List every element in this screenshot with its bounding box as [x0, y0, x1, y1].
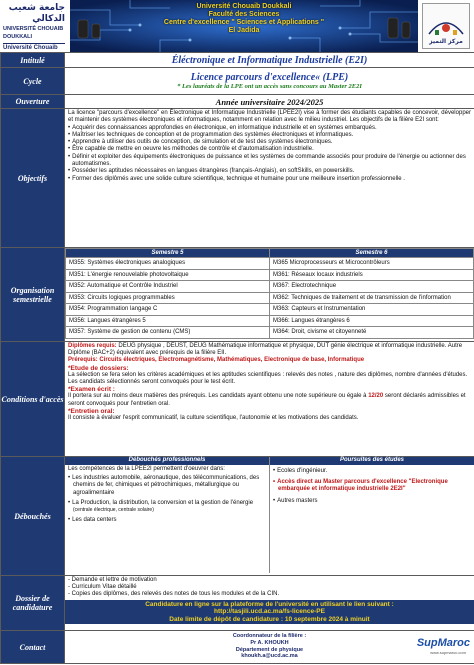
objectif-item: • Être capable de mettre en oeuvre les méthodes de contrôle et d'automatisation industrielle.	[68, 146, 471, 153]
etude-title: *Etude de dossiers:	[68, 364, 129, 372]
module-s5: M352: Automatique et Contrôle Industriel	[66, 281, 270, 293]
centre-logo-emblem-icon	[427, 18, 465, 36]
cycle-cell	[65, 68, 474, 95]
label-cycle: Cycle	[1, 68, 65, 95]
university-name-short: Université Chouaib	[3, 43, 65, 60]
objectif-item: • Apprendre à utiliser des outils de conception, de simulation et de test des systèmes électroniques.	[68, 139, 471, 146]
diplomes-requis	[68, 343, 471, 357]
etude-text: La sélection se fera selon les critères académiques et les aptitudes scientifiques : relevés des notes , nature des diplômes, nombre d'années d'études. Les candidats sélectionnés seront convoqués pour le test écrit.	[68, 371, 468, 386]
debouches-pro-header: Débouchés professionnels	[65, 457, 270, 465]
dossier-item: - Copies des diplômes, des relevés des notes de tous les modules et de la CIN.	[68, 591, 280, 598]
cycle-note: * Les lauréats de la LPE ont un accès sans concours au Master 2E2I	[177, 83, 362, 90]
banner-line-2: Faculté des Sciences	[208, 11, 280, 18]
row-contact	[1, 631, 474, 664]
examen-text-part: seront déclarés admissibles et seront convoqués pour l'entretien oral.	[68, 393, 466, 407]
objectif-item: • Maîtriser les techniques de conception et de programmation des systèmes électroniques et informatiques.	[68, 132, 471, 139]
cycle-value: Licence parcours d'excellence« (LPE)	[190, 72, 349, 83]
centre-excellence-logo	[422, 3, 470, 49]
prerequis: Prérequis: Circuits électriques, Electromagnétisme, Mathématiques, Electronique de base, Informatique	[68, 357, 365, 364]
contact-line: Coordonnateur de la filière :	[232, 633, 307, 639]
objectif-item: • Acquérir des connaissances approfondies en électronique, en informatique industrielle et en systèmes embarqués.	[68, 125, 471, 132]
label-ouverture: Ouverture	[1, 95, 65, 109]
conditions-cell	[65, 342, 474, 457]
banner-line-4: El Jadida	[228, 27, 260, 34]
debouche-item-text: La Production, la distribution, la conversion et la gestion de l'énergie	[72, 499, 254, 506]
examen-title: *Examen écrit :	[68, 386, 115, 394]
contact-line: Pr A. KHOUKH	[250, 639, 289, 646]
program-title: Éléctronique et Informatique Industrielle (E2I)	[65, 53, 474, 68]
module-s6: M361: Réseaux locaux industriels	[270, 269, 474, 281]
apply-line: Candidature en ligne sur la plateforme de l'université en utilisant le lien suivant :	[145, 600, 394, 608]
objectif-item: • Former des diplômés avec une solide culture scientifique, technique et humaine pour une meilleure insertion professionnelle .	[68, 176, 471, 183]
dossier-item: - Demande et lettre de motivation	[68, 577, 157, 583]
contact-cell	[65, 631, 474, 664]
dossier-item: - Curriculum Vitae détaillé	[68, 584, 137, 591]
examen-text-part: Il portera sur au moins deux matières des prérequis. Les candidats ayant obtenu une note supérieure ou égale à	[68, 393, 369, 400]
row-ouverture	[1, 95, 474, 109]
module-s5: M357: Système de gestion de contenu (CMS)	[66, 327, 270, 339]
banner-line-1: Université Chouaib Doukkali	[196, 3, 292, 10]
module-s6: M364: Droit, civisme et citoyenneté	[270, 327, 474, 339]
banner-line-3: Centre d'excellence " Sciences et Applications "	[163, 19, 325, 26]
organisation-cell	[65, 248, 474, 342]
debouches-pro-list	[65, 465, 270, 573]
semestre-6-header: Semestre 6	[270, 249, 474, 258]
row-debouches	[1, 457, 474, 576]
objectif-item: • Définir et exploiter des équipements électroniques de puissance et les systèmes de commande associés pour produire de l'énergie ou actionner des automatismes.	[68, 154, 471, 169]
row-cycle	[1, 68, 474, 95]
centre-name-arabic: مركز التميز	[429, 38, 463, 45]
module-s5: M355: Systèmes électroniques analogiques	[66, 258, 270, 270]
oral-text: Il consiste à évaluer l'esprit communicatif, la culture scientifique, l'autonomie et les motivations des candidats.	[68, 415, 359, 422]
module-s5: M356: Langues étrangères 5	[66, 315, 270, 327]
page-header	[0, 0, 474, 52]
label-contact: Contact	[1, 631, 65, 664]
module-s5: M351: L'énergie renouvelable photovoltaique	[66, 269, 270, 281]
contact-line: Département de physique	[235, 646, 304, 653]
debouches-cell	[65, 457, 474, 576]
objectifs-cell	[65, 109, 474, 248]
semester-table	[65, 248, 474, 339]
apply-link[interactable]: http://tasjili.ucd.ac.ma/fs-licence-PE	[214, 608, 325, 616]
module-s6: M367: Electrotechnique	[270, 281, 474, 293]
diplomes-text: DEUG physique , DEUST, DEUG Mathématique informatique et physique, DUT génie électrique et informatique industrielle. Autre Diplôme (BAC+2) équivalent avec prérequis de la filière EII.	[68, 343, 463, 357]
objectifs-intro: La licence "parcours d'excellence" en Électronique et Informatique Industrielle (LPEE2I) vise à former des étudiants capables de concevoir, développer et maintenir des systèmes électroniques et informatiques, notamment en relation avec le milieu industriel. Les objectifs de la filière E2I sont:	[68, 110, 471, 124]
supmaroc-logo: SupMaroc	[416, 637, 470, 649]
poursuite-item: • Ecoles d'ingénieur.	[273, 468, 471, 475]
oral-title: *Entretien oral:	[68, 407, 115, 415]
poursuites-header: Poursuites des études	[270, 457, 474, 465]
module-s6: M365 Microprocesseurs et Microcontrôleurs	[270, 258, 474, 270]
label-debouches: Débouchés	[1, 457, 65, 576]
semestre-5-header: Semestre 5	[66, 249, 270, 258]
header-banner	[70, 0, 418, 52]
debouche-item: • Les industries automobile, aéronautique, des télécommunications, des chemins de fer, chimiques et pétrochimiques, métallurgique ou agroalimentaire	[68, 475, 266, 497]
dossier-list	[65, 576, 474, 600]
row-conditions	[1, 342, 474, 457]
module-s6: M366: Langues étrangères 6	[270, 315, 474, 327]
university-logo	[3, 3, 65, 49]
label-intitule: Intitulé	[1, 53, 65, 68]
supmaroc-url: www.supmaroc.com	[430, 650, 466, 655]
poursuite-item: • Accès direct au Master parcours d'excellence "Electronique embarquée et informatique industrielle 2E2I"	[273, 479, 471, 493]
label-conditions: Conditions d'accès	[1, 342, 65, 457]
row-intitule	[1, 53, 474, 68]
program-table	[0, 52, 474, 664]
debouches-intro: Les compétences de la LPEE2I permettent d'oeuvrer dans:	[68, 466, 225, 472]
contact-info	[65, 633, 474, 660]
contact-email[interactable]: khoukh.a@ucd.ac.ma	[241, 653, 298, 660]
debouches-table	[65, 457, 474, 573]
module-s6: M362: Techniques de traitement et de transmission de l'information	[270, 292, 474, 304]
module-s5: M354: Programmation langage C	[66, 304, 270, 316]
poursuites-list	[270, 465, 474, 573]
examen-text	[68, 393, 471, 407]
dossier-cell	[65, 576, 474, 631]
university-name-arabic: جامعة شعيب الدكالي	[8, 3, 65, 24]
label-dossier: Dossier de candidature	[1, 576, 65, 631]
row-organisation	[1, 248, 474, 342]
application-banner	[65, 600, 474, 625]
label-organisation: Organisation semestrielle	[1, 248, 65, 342]
ouverture-value: Année universitaire 2024/2025	[65, 95, 474, 109]
objectifs-list	[68, 125, 471, 183]
row-dossier	[1, 576, 474, 631]
row-objectifs	[1, 109, 474, 248]
energie-note: (centrale électrique, centrale solaire)	[73, 507, 154, 514]
university-name-latin: UNIVERSITÉ CHOUAIB DOUKKALI	[3, 26, 64, 40]
module-s6: M363: Capteurs et Instrumentation	[270, 304, 474, 316]
module-s5: M353: Circuits logiques programmables	[66, 292, 270, 304]
diplomes-label: Diplômes requis:	[68, 343, 117, 349]
examen-note: 12/20	[368, 393, 384, 400]
poursuite-item: • Autres masters	[273, 498, 471, 505]
label-objectifs: Objectifs	[1, 109, 65, 248]
objectif-item: • Posséder les aptitudes nécessaires en langues étrangères (français-Anglais), en softSkills, en powerskills.	[68, 168, 471, 175]
debouche-item	[68, 500, 266, 514]
apply-deadline: Date limite de dépôt de candidature : 10 septembre 2024 à minuit	[169, 615, 370, 623]
debouche-item: • Les data centers	[68, 517, 266, 524]
